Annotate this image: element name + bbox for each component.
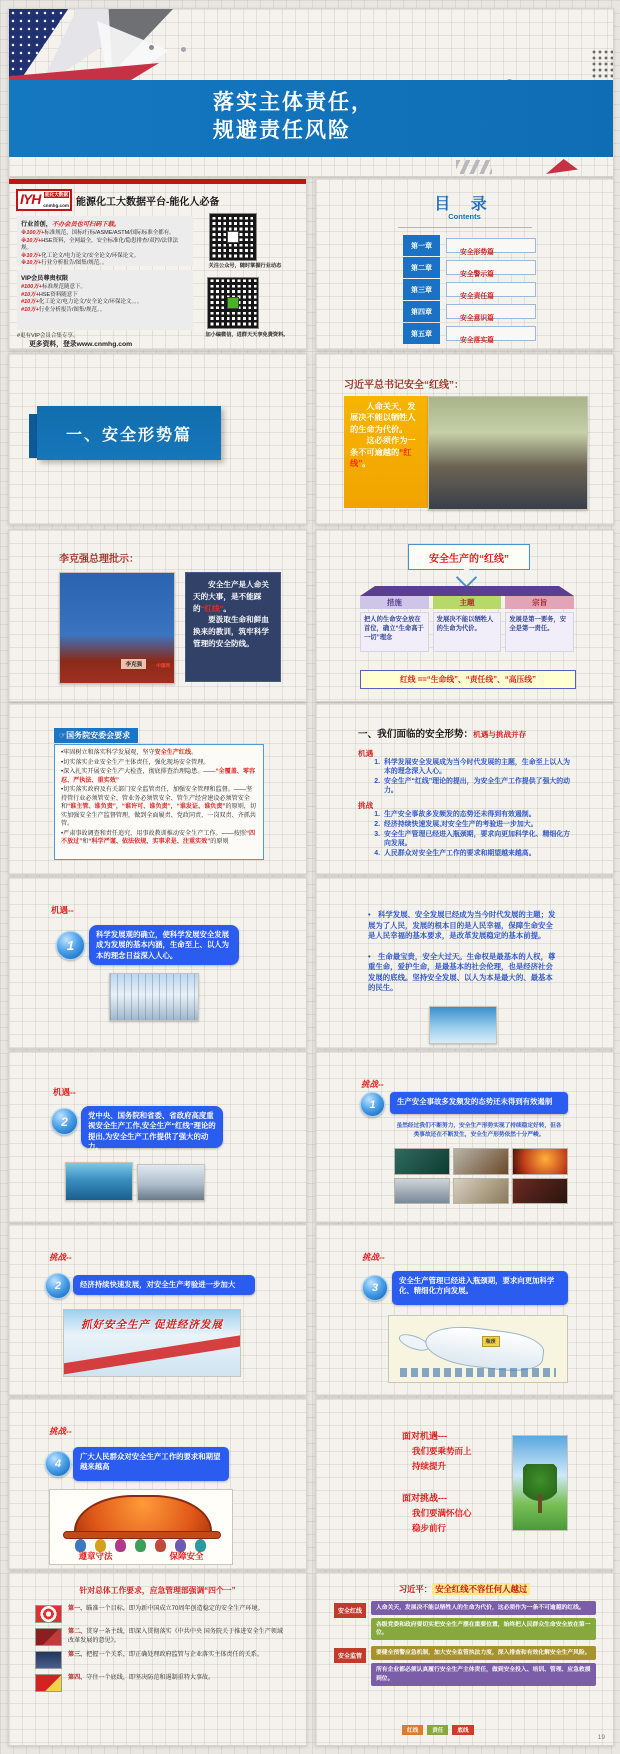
item-text <box>68 1605 264 1623</box>
qr-code-wechat <box>207 277 259 329</box>
slide-ad-cnmhg <box>8 178 307 350</box>
section-boxes <box>371 1646 596 1688</box>
high-speed-train-photo <box>137 1164 205 1201</box>
xi-quote-box <box>344 396 428 508</box>
item-mark: ※ <box>21 230 27 236</box>
item-body: 守住一个底线，即坚决防范和遏制重特大事故。 <box>86 1674 215 1681</box>
slide-redline-diagram <box>315 529 614 702</box>
text-run: •切实落实政府及有关部门安全监管责任，加强安全管理和监督。——坚持管行业必须管安全、管业务必须管安全、管生产经营建设必须管安全和 <box>61 786 253 811</box>
list-item <box>364 830 576 848</box>
face-opp-line1: 我们要乘势而上 <box>412 1446 472 1456</box>
text-run: 人命关天，发展决不能以牺牲人的生命为代价。 <box>350 402 416 434</box>
item-count: 10万+ <box>26 237 42 244</box>
title-highlight: 安全红线不容任何人越过 <box>432 1583 530 1595</box>
column-header: 措施 <box>360 596 429 609</box>
column-header: 宗旨 <box>505 596 574 609</box>
item-thumbnail-icon <box>35 1628 62 1646</box>
quote-paragraphs <box>193 579 273 650</box>
item-text: 标准规范，国标/行标/ASME/ASTM/国际标准全都有。 <box>44 230 175 236</box>
item-count: 10万+ <box>24 306 39 313</box>
text-run: “科学严谨、依法依规、实事求是、注重实效” <box>88 838 211 846</box>
tag-opportunity: 机遇-- <box>53 1087 76 1097</box>
port-bridge-photo <box>65 1162 133 1201</box>
qr2-caption: 加小编微信，进群天天享免费资料。 <box>205 332 289 338</box>
logo-domain: cnmhg.com <box>43 203 69 208</box>
slide-challenge-4 <box>8 1398 307 1570</box>
slide-xi-redline-quotes <box>315 1572 614 1746</box>
page-number: 19 <box>597 1734 605 1741</box>
qr-code-public-account <box>209 213 257 261</box>
item-count: 100万+ <box>26 230 45 236</box>
tag-challenge: 挑战-- <box>49 1426 72 1436</box>
propaganda-banner-image <box>63 1309 241 1377</box>
list-item <box>364 810 576 819</box>
ad-item <box>21 230 189 238</box>
toc-chapter-label: 第四章 <box>403 301 440 322</box>
face-chal-line2: 稳步前行 <box>412 1523 447 1533</box>
section-boxes <box>371 1601 596 1643</box>
face-chal-head: 面对挑战--- <box>402 1493 447 1503</box>
slide-face-opportunity-challenge <box>315 1398 614 1570</box>
item-thumbnail-icon <box>35 1651 62 1669</box>
legend-tabs <box>402 1725 474 1735</box>
ad-items-list-2 <box>21 284 189 314</box>
item-text: HSE资料，全网最全，安全标准化/隐患排查/双控/法律法规。 <box>21 237 179 252</box>
quote-box: 各级党委和政府要切实把安全生产摆在重要位置，始终把人民群众生命安全放在第一位。 <box>371 1618 596 1640</box>
ad-section1-title <box>21 219 189 228</box>
opportunity-text-box: 科学发展观的确立，使科学发展安全发展成为发展的基本内涵，生命至上、以人为本的理念日益深入人心。 <box>89 925 239 965</box>
quote-section <box>334 1601 596 1643</box>
slide-title-text: 习近平总书记安全“红线”： <box>344 380 464 391</box>
face-opp-head: 面对机遇--- <box>402 1431 447 1441</box>
four-ones-item <box>35 1628 283 1646</box>
quote-box: 所有企业都必须认真履行安全生产主体责任，做到安全投入、培训、管理、应急救援到位。 <box>371 1663 596 1685</box>
four-ones-item <box>35 1605 283 1623</box>
bullet-paragraph: • 生命最宝贵，安全大过天。生命权是最基本的人权，尊重生命，爱护生命，是最基本的社会伦理，也是经济社会发展的底线。坚持安全发展、以人为本是最大的、最基本的民生。 <box>368 951 556 993</box>
photo-xi-jinping <box>428 396 588 510</box>
text-run: “红线” <box>200 603 224 613</box>
logo-mark: IYH <box>20 191 41 207</box>
text-run: •深入扎实开展安全生产大检查，彻底排查治理隐患。—— <box>61 768 216 776</box>
item-number: 3. <box>374 831 380 839</box>
slide-opportunity-2 <box>8 1051 307 1223</box>
item-number: 1. <box>374 811 380 818</box>
text-run: 行业首创， <box>21 221 52 228</box>
council-bullet <box>61 768 257 785</box>
safety-poster-image <box>512 1435 568 1531</box>
slide-xi-redline <box>315 353 614 525</box>
number-circle: 2 <box>45 1273 71 1299</box>
four-ones-item <box>35 1651 283 1669</box>
cnmhg-logo <box>16 189 72 211</box>
toc-chapter-name: 安全意识篇 <box>460 315 494 322</box>
toc-chapter-name: 安全形势篇 <box>460 249 494 256</box>
item-text: 行业分析报告/图集/规范。。 <box>38 306 106 313</box>
qr1-caption: 关注公众号，随时掌握行业动态 <box>208 263 282 269</box>
water-lines <box>400 1368 557 1377</box>
council-bullet <box>61 830 257 847</box>
ad-headline: 能源化工大数据平台-能化人必备 <box>76 197 220 208</box>
column-body: 把人的生命安全放在首位，确立“生命高于一切”理念 <box>360 612 429 652</box>
ad-item <box>21 284 189 292</box>
face-chal-line1: 我们要满怀信心 <box>412 1508 472 1518</box>
council-header: ☞国务院安委会要求 <box>54 728 138 743</box>
item-number: 4. <box>374 850 380 858</box>
diagram-footer: 红线 ==“生命线”、“责任线”、“高压线” <box>360 670 576 689</box>
quote-paragraph <box>193 614 273 649</box>
item-count: 10万+ <box>26 260 42 267</box>
slide-challenge-3 <box>315 1224 614 1396</box>
toc-chapter-name: 安全警示篇 <box>460 271 494 278</box>
item-mark: # <box>21 306 25 313</box>
helmet-brim <box>63 1531 222 1538</box>
item-text: 科学发展安全发展成为当今时代发展的主题，生命至上以人为本的理念深入人心。 <box>384 759 571 776</box>
item-mark: ※ <box>21 237 27 244</box>
council-bullet-list <box>54 744 264 860</box>
text-run: •切实落实企业安全生产主体责任，强化现场安全管理。 <box>61 758 210 766</box>
text-run: 的原则，切实加强安全生产监督管理，做到全面履责、党政同责、一岗双责、齐抓共管。 <box>61 803 256 828</box>
number-circle: 3 <box>362 1275 388 1301</box>
ad-section-industry <box>17 216 193 266</box>
item-text: 行业分析报告/图集/规范。。 <box>41 260 108 267</box>
item-thumbnail-icon <box>35 1674 62 1692</box>
tag-opportunity: 机遇-- <box>51 905 74 915</box>
council-bullet <box>61 749 257 758</box>
toc-divider <box>398 227 532 228</box>
item-count: 10万+ <box>24 299 39 306</box>
number-circle: 1 <box>360 1092 385 1117</box>
toc-chapter-list <box>403 235 536 345</box>
tag-challenge: 挑战-- <box>49 1252 72 1262</box>
list-item <box>364 758 576 776</box>
item-mark: # <box>21 291 25 298</box>
section-label: 安全红线 <box>334 1603 366 1618</box>
item-mark: ※ <box>21 252 27 259</box>
text-run: 。 <box>223 603 231 613</box>
text-run: 。 <box>191 749 198 756</box>
face-opp-line2: 持续提升 <box>412 1461 447 1471</box>
item-lead: 第三、 <box>68 1651 87 1658</box>
slide-opportunity-1 <box>8 877 307 1049</box>
caption-left: 遵章守法 <box>78 1551 113 1561</box>
toc-chapter-box <box>446 304 536 322</box>
challenge-note: 虽然经过我们不断努力，安全生产形势实现了持续稳定好转，但各类事故还在不断发生，安全生产形势依然十分严峻。 <box>396 1123 562 1138</box>
item-count: 10万+ <box>26 252 42 259</box>
ad-item <box>21 260 189 268</box>
ad-item <box>21 299 189 307</box>
bullet-paragraph: • 科学发展、安全发展已经成为当今时代发展的主题；发展为了人民，发展的根本目的是人民幸福，保障生命安全是人民幸福的基本要求，是改革发展稳定的基本前提。 <box>368 910 556 941</box>
item-body: 贯穿一条主线，即深入贯彻落实《中共中央 国务院关于推进安全生产领域改革发展的意见》。 <box>68 1628 283 1644</box>
toc-chapter-row <box>403 235 536 257</box>
title-line-2: 规避责任风险 <box>213 119 351 142</box>
legend-tab: 红线 <box>402 1725 423 1735</box>
toc-chapter-box <box>446 260 536 278</box>
item-thumbnail-icon <box>35 1605 62 1623</box>
four-ones-item <box>35 1674 283 1692</box>
toc-chapter-row <box>403 279 536 301</box>
item-text: 安全生产“红线”理论的提出，为安全生产工作提供了强大的动力。 <box>384 778 571 795</box>
quote-box: 人命关天，发展决不能以牺牲人的生命为代价，这必须作为一条不可逾越的红线。 <box>371 1601 596 1615</box>
toc-chapter-name: 安全责任篇 <box>460 293 494 300</box>
list-item <box>364 777 576 795</box>
item-mark: # <box>21 284 25 290</box>
item-number: 2. <box>374 778 380 786</box>
quote-paragraph <box>350 401 422 435</box>
toc-title: 目 录 <box>434 196 495 213</box>
challenge-text-box: 经济持续快速发展，对安全生产考验进一步加大 <box>73 1275 255 1295</box>
toc-chapter-label: 第五章 <box>403 323 440 344</box>
slide-challenge-1 <box>315 1051 614 1223</box>
legend-tab: 责任 <box>427 1725 448 1735</box>
quote-section <box>334 1646 596 1688</box>
item-number: 1. <box>374 759 380 766</box>
council-bullet <box>61 786 257 829</box>
item-mark: ※ <box>21 260 27 267</box>
safety-helmet-cartoon-image <box>49 1489 233 1565</box>
text-run: 和 <box>82 838 89 846</box>
xi-quotes-title <box>316 1583 613 1595</box>
title-red: 机遇与挑战并存 <box>473 730 527 739</box>
text-run: “红线” <box>350 447 412 469</box>
item-body: 瞄准一个目标，即为新中国成立70周年创造稳定的安全生产环境。 <box>86 1605 264 1612</box>
banner-slogan: 抓好安全生产 促进经济发展 <box>81 1319 223 1331</box>
quote-paragraph <box>350 435 422 469</box>
number-circle: 4 <box>45 1451 71 1477</box>
accident-photo-2 <box>453 1148 509 1175</box>
slide-four-ones <box>8 1572 307 1746</box>
opportunity-list <box>364 758 576 796</box>
text-run: 的原则 <box>210 838 229 846</box>
diagram-column <box>505 596 574 652</box>
toc-chapter-row <box>403 323 536 345</box>
red-triangle-deco <box>546 159 578 174</box>
theme-bullet-list <box>368 910 558 1004</box>
qr-center <box>227 231 239 243</box>
item-text <box>68 1674 214 1692</box>
number-circle: 1 <box>56 931 85 960</box>
opportunity-text-box: 党中央、国务院和省委、省政府高度重视安全生产工作,安全生产“红线”理论的提出,为安全生产工作提供了强大的动力。 <box>81 1106 223 1148</box>
text-run: “四不放过” <box>61 829 256 846</box>
text-run: •严肃事故调查和责任追究，用事故教训推动安全生产工作。——按照 <box>61 829 246 837</box>
toc-chapter-label: 第二章 <box>403 257 440 278</box>
challenge-label: 挑战 <box>358 801 374 810</box>
diagram-column <box>433 596 502 652</box>
text-run: 要汲取生命和鲜血换来的教训，筑牢科学管理的安全防线。 <box>193 615 269 648</box>
slide-council-requirements <box>8 703 307 875</box>
slide-theme-bullets <box>315 877 614 1049</box>
list-item <box>364 820 576 829</box>
bottleneck-flag: 瓶颈 <box>482 1336 500 1347</box>
helmet-caption <box>50 1550 232 1562</box>
item-text: 经济持续快速发展,对安全生产的考验进一步加大。 <box>384 821 538 829</box>
red-ribbon-deco <box>63 1330 241 1377</box>
agency-logo: 中国网 <box>156 663 170 668</box>
bottleneck-cartoon-image <box>388 1315 568 1383</box>
nameplate: 李克强 <box>121 659 146 669</box>
ad-top-bar <box>9 179 306 184</box>
tag-challenge: 挑战-- <box>361 1079 384 1089</box>
text-run: 不办会员也可扫码下载。 <box>51 221 120 228</box>
text-run: 。 <box>362 459 371 469</box>
toc-chapter-box <box>446 238 536 256</box>
quote-paragraphs <box>350 401 422 470</box>
item-text: 安全生产管理已经进入瓶颈期，要求向更加科学化、精细化方向发展。 <box>384 831 571 848</box>
text-run: •牢固树立和落实科学发展观，坚守 <box>61 749 155 756</box>
down-arrow-icon <box>456 567 477 588</box>
ad-item <box>21 307 189 315</box>
item-text: HSE资料随意下 <box>38 291 78 298</box>
column-header: 主题 <box>433 596 502 609</box>
text-run: “谁主管、谁负责”，“谁许可、谁负责”，“谁发证、谁负责” <box>67 803 226 811</box>
column-body: 发展决不能以牺牲人的生命为代价。 <box>433 612 502 652</box>
tree-trunk <box>538 1494 541 1513</box>
dot-deco <box>181 47 186 52</box>
ad-section-vip <box>17 270 193 330</box>
item-lead: 第二、 <box>68 1628 87 1635</box>
title-band <box>9 80 613 157</box>
title-black: 一、我们面临的安全形势： <box>358 729 474 740</box>
ad-footer-link: 更多资料，登录www.cnmhg.com <box>29 338 249 350</box>
legend-tab: 底线 <box>452 1725 473 1735</box>
toc-chapter-row <box>403 257 536 279</box>
opportunity-label: 机遇 <box>358 749 374 758</box>
dot-deco <box>149 45 154 50</box>
ad-more-line: #更有VIP会员合集专享。 <box>17 333 79 339</box>
slide-situation-overview <box>315 703 614 875</box>
situation-title <box>358 724 526 742</box>
title-prefix: 习近平： <box>398 1584 433 1594</box>
item-text: 人民群众对安全生产工作的要求和期望越来越高。 <box>384 850 536 858</box>
council-bullet <box>61 759 257 768</box>
quote-paragraph <box>193 579 273 614</box>
challenge-text-box: 广大人民群众对安全生产工作的要求和期望越来越高 <box>73 1447 229 1481</box>
diagram-title: 安全生产的“红线” <box>408 544 530 570</box>
challenge-list <box>364 810 576 860</box>
photo-li-keqiang <box>59 572 175 684</box>
item-mark: # <box>21 299 25 306</box>
text-run: 安全生产红线 <box>154 749 192 756</box>
accident-photo-6 <box>512 1178 568 1205</box>
item-count: 100万+ <box>24 284 42 290</box>
slide-title-text: 李克强总理批示： <box>59 554 139 565</box>
title-line-1: 落实主体责任， <box>213 91 374 114</box>
item-body: 把握一个关系，即正确处理政府监管与企业落实主体责任的关系。 <box>86 1651 263 1658</box>
slide-li-keqiang <box>8 529 307 702</box>
caption-right: 保障安全 <box>169 1551 204 1561</box>
accident-photo-grid <box>394 1148 568 1204</box>
slide-title <box>8 8 614 177</box>
challenge-text-box: 生产安全事故多发频发的态势还未得到有效遏制 <box>390 1092 568 1114</box>
toc-chapter-box <box>446 282 536 300</box>
item-text: 化工论文/电力论文/安全论文/环保论文。。。 <box>38 299 143 306</box>
toc-subtitle: Contents <box>448 212 481 221</box>
slide-challenge-2 <box>8 1224 307 1396</box>
list-item <box>364 849 576 858</box>
ad-item <box>21 238 189 253</box>
ad-section2-title: VIP会员尊贵权限 <box>21 275 69 282</box>
column-body: 发展是第一要务，安全是第一责任。 <box>505 612 574 652</box>
sky-dream-photo <box>429 1006 497 1044</box>
text-run: “全覆盖、零容忍、严执法、重实效” <box>61 768 256 784</box>
accident-photo-1 <box>394 1148 450 1175</box>
wechat-icon <box>227 297 239 309</box>
slide-toc <box>315 178 614 350</box>
accident-photo-5 <box>453 1178 509 1205</box>
four-ones-title: 针对总体工作要求，应急管理部强调“四个一” <box>79 1586 236 1595</box>
table-3d-top <box>360 586 574 596</box>
item-text <box>68 1651 263 1669</box>
tag-challenge: 挑战-- <box>362 1252 385 1262</box>
section-banner: 一、安全形势篇 <box>37 406 221 460</box>
item-lead: 第一、 <box>68 1605 87 1612</box>
diagram-column <box>360 596 429 652</box>
toc-chapter-label: 第一章 <box>403 235 440 256</box>
item-text: 标准规范随意下。 <box>41 284 86 290</box>
accident-photo-3 <box>512 1148 568 1175</box>
item-lead: 第四、 <box>68 1674 87 1681</box>
toc-chapter-row <box>403 301 536 323</box>
item-text: 化工论文/电力论文/安全论文/环保论文。 <box>41 252 140 259</box>
diagram-columns <box>360 596 574 652</box>
toc-chapter-name: 安全落实篇 <box>460 337 494 344</box>
toc-chapter-label: 第三章 <box>403 279 440 300</box>
number-circle: 2 <box>51 1108 78 1135</box>
section-label: 安全监管 <box>334 1648 366 1663</box>
four-ones-list <box>35 1605 283 1697</box>
ad-items-list-1 <box>21 230 189 268</box>
item-count: 10万+ <box>24 291 39 298</box>
diagonal-stripes-deco <box>456 160 492 174</box>
slide-section-1 <box>8 353 307 525</box>
challenge-text-box: 安全生产管理已经进入瓶颈期，要求向更加科学化、精细化方向发展。 <box>392 1271 568 1305</box>
toc-chapter-box <box>446 326 536 344</box>
item-text: 生产安全事故多发频发的态势还未得到有效遏制。 <box>384 811 536 818</box>
xi-quotes-sections <box>334 1601 596 1692</box>
quote-box: 要健全预警应急机制，加大安全监管执法力度，深入排查和有效化解安全生产风险。 <box>371 1646 596 1660</box>
item-text <box>68 1628 283 1646</box>
logo-brand-name: 能化大数据 <box>45 192 68 197</box>
li-quote-box <box>185 572 281 682</box>
accident-photo-4 <box>394 1178 450 1205</box>
office-building-photo <box>109 973 199 1021</box>
item-number: 2. <box>374 821 380 829</box>
text-run: 这必须作为一条不可逾越的 <box>350 436 416 457</box>
text-run: 安全生产是人命关天的大事，是不能踩的 <box>193 580 269 613</box>
